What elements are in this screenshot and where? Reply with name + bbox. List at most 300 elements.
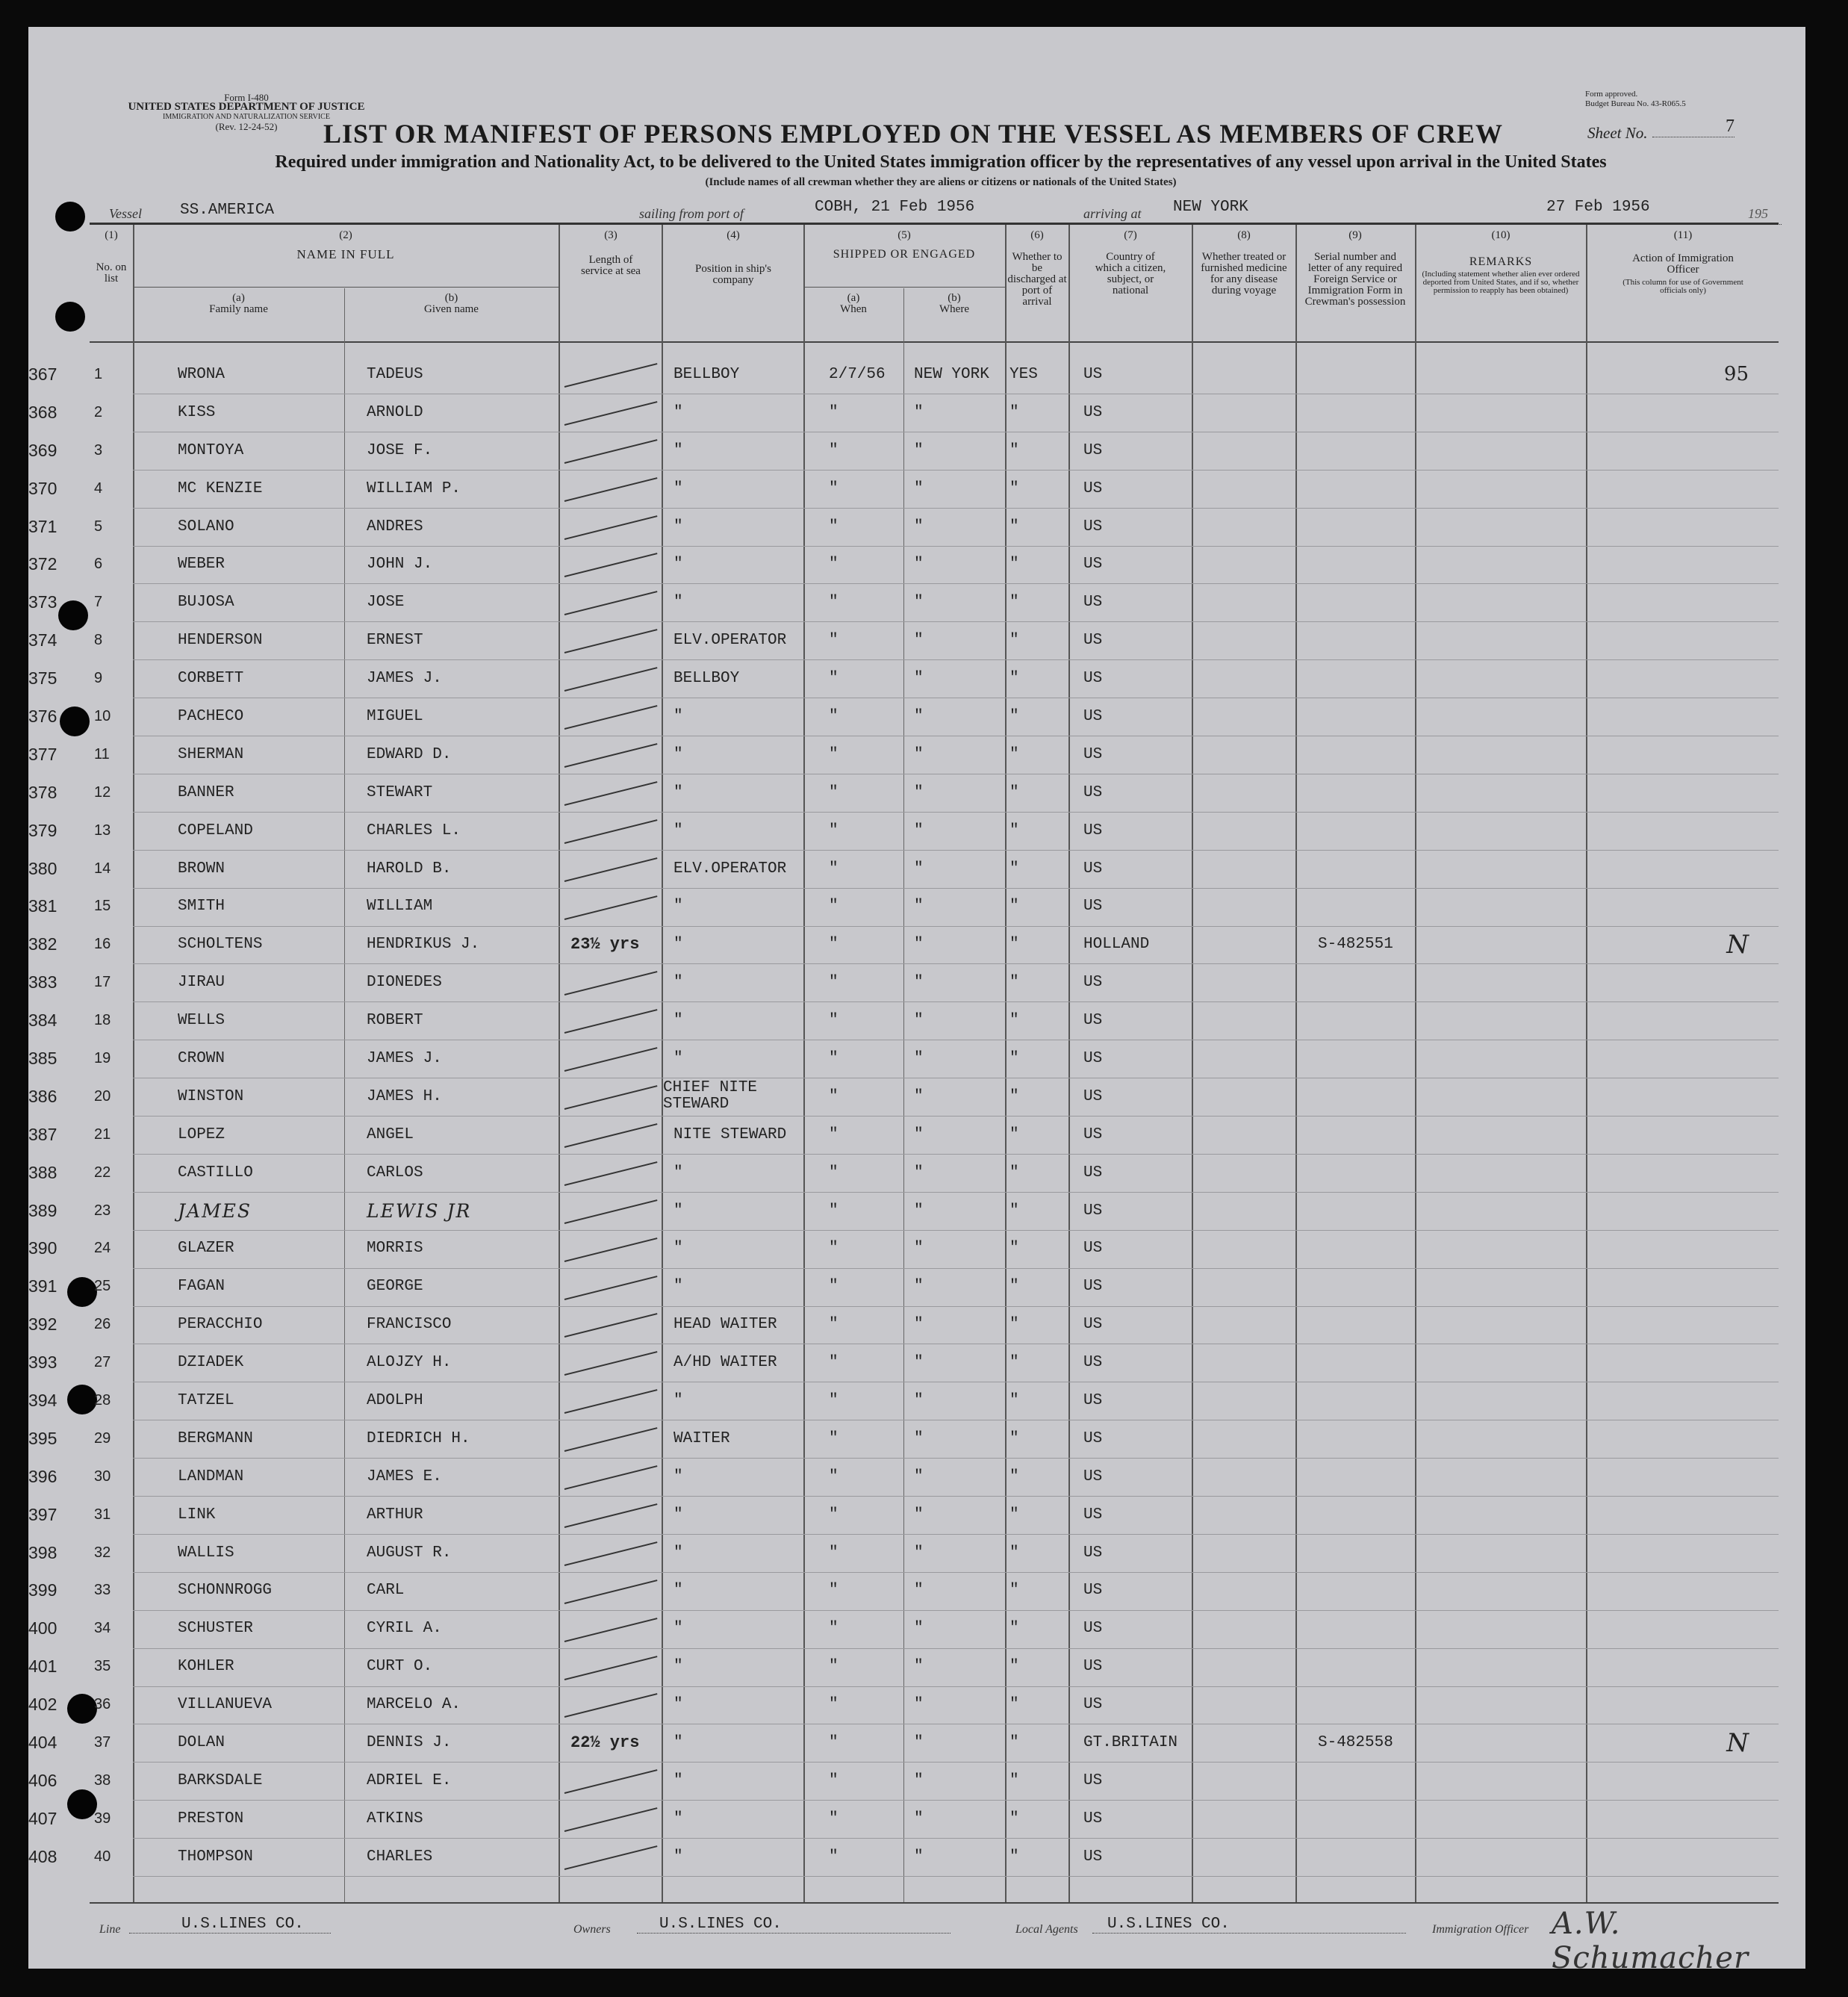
line-number: 40: [94, 1848, 111, 1865]
col2a-label: Family name: [209, 303, 268, 315]
table-row: [28, 812, 1779, 850]
col6-header: [1007, 230, 1068, 308]
line-number: 1: [94, 365, 103, 382]
officer-action: N: [1726, 1727, 1749, 1758]
table-row: [28, 1534, 1779, 1572]
serial-number: [1295, 545, 1415, 583]
remarks: [1415, 1192, 1586, 1230]
shipped-where: NEW YORK: [914, 365, 989, 383]
line-number: 31: [94, 1506, 111, 1523]
col10-label: REMARKS: [1469, 255, 1533, 268]
position: ": [673, 898, 683, 916]
family-name: WALLIS: [178, 1544, 234, 1562]
line-number: 26: [94, 1316, 111, 1333]
list-number: 402: [28, 1695, 57, 1715]
list-number: 373: [28, 592, 57, 612]
year-suffix: 195: [1748, 206, 1768, 221]
col6-label: Whether to be discharged at port of arrival: [1007, 251, 1067, 308]
family-name: WINSTON: [178, 1087, 244, 1105]
row-rule: [133, 1648, 1779, 1649]
serial-number: [1295, 1305, 1415, 1344]
officer-action: [1586, 508, 1779, 546]
col10-header: [1417, 230, 1584, 295]
row-rule: [133, 1610, 1779, 1611]
line-number: 6: [94, 556, 103, 573]
medicine: [1192, 1305, 1295, 1344]
serial-number: [1295, 1762, 1415, 1800]
remarks: [1415, 1267, 1586, 1305]
line-number: 25: [94, 1278, 111, 1295]
table-row: [28, 508, 1779, 546]
serial-number: [1295, 1078, 1415, 1116]
shipped-when: ": [829, 479, 839, 497]
family-name: HENDERSON: [178, 632, 263, 650]
row-rule: [133, 1001, 1779, 1002]
given-name: DENNIS J.: [367, 1734, 452, 1751]
country: US: [1083, 1354, 1103, 1372]
position: ": [673, 1240, 683, 1258]
row-rule: [133, 1838, 1779, 1839]
position: ": [673, 1810, 683, 1827]
shipped-when: ": [829, 1164, 839, 1181]
table-row: [28, 545, 1779, 583]
serial-number: [1295, 1344, 1415, 1382]
serial-number: [1295, 470, 1415, 508]
position: ": [673, 745, 683, 763]
serial-number: [1295, 850, 1415, 888]
given-name: ANGEL: [367, 1125, 414, 1143]
serial-number: [1295, 1838, 1415, 1876]
shipped-when: ": [829, 441, 839, 459]
remarks: [1415, 812, 1586, 850]
list-number: 395: [28, 1428, 57, 1448]
row-rule: [133, 1686, 1779, 1687]
shipped-when: ": [829, 1810, 839, 1827]
discharged: ": [1009, 1658, 1019, 1676]
officer-action: 95: [1723, 363, 1749, 386]
shipped-when: ": [829, 1087, 839, 1105]
budget-bureau: Budget Bureau No. 43-R065.5: [1585, 99, 1686, 108]
country: US: [1083, 1620, 1103, 1638]
officer-action: [1586, 1154, 1779, 1192]
family-name: WEBER: [178, 556, 225, 574]
line-number: 34: [94, 1620, 111, 1637]
vessel-label: Vessel: [109, 206, 142, 221]
country: US: [1083, 1810, 1103, 1827]
list-number: 401: [28, 1656, 57, 1677]
line-number: 11: [94, 745, 110, 763]
shipped-where: ": [914, 1620, 924, 1638]
given-name: ERNEST: [367, 632, 423, 650]
header-bottom-rule: [90, 341, 1779, 343]
remarks: [1415, 1458, 1586, 1496]
remarks: [1415, 355, 1586, 394]
position: ": [673, 403, 683, 421]
position: ": [673, 1771, 683, 1789]
table-row: [28, 1154, 1779, 1192]
position: ": [673, 1278, 683, 1296]
shipped-when: ": [829, 860, 839, 878]
medicine: [1192, 1420, 1295, 1458]
shipped-where: ": [914, 860, 924, 878]
discharged: ": [1009, 1771, 1019, 1789]
country: US: [1083, 1771, 1103, 1789]
shipped-when: ": [829, 594, 839, 612]
medicine: [1192, 1800, 1295, 1838]
medicine: [1192, 1040, 1295, 1078]
position: ": [673, 1506, 683, 1524]
line-number: 3: [94, 441, 103, 459]
position: NITE STEWARD: [673, 1125, 787, 1143]
discharged: ": [1009, 707, 1019, 725]
shipped-where: ": [914, 1125, 924, 1143]
medicine: [1192, 698, 1295, 736]
position: BELLBOY: [673, 670, 740, 688]
table-row: [28, 1800, 1779, 1838]
table-row: [28, 925, 1779, 963]
given-name: MARCELO A.: [367, 1696, 461, 1714]
row-rule: [133, 1800, 1779, 1801]
remarks: [1415, 1229, 1586, 1267]
row-rule: [133, 1534, 1779, 1535]
punch-hole: [55, 302, 85, 332]
shipped-when: ": [829, 1620, 839, 1638]
line-number: 33: [94, 1582, 111, 1599]
country: US: [1083, 632, 1103, 650]
medicine: [1192, 1229, 1295, 1267]
remarks: [1415, 470, 1586, 508]
medicine: [1192, 1382, 1295, 1420]
discharged: ": [1009, 518, 1019, 535]
position: ": [673, 1202, 683, 1220]
serial-number: [1295, 1154, 1415, 1192]
shipped-when: ": [829, 1202, 839, 1220]
remarks: [1415, 583, 1586, 621]
position: ": [673, 1582, 683, 1600]
col5b-num: (b): [948, 292, 961, 304]
col11-label: Action of Immigration Officer: [1632, 252, 1734, 276]
col5-num: (5): [897, 229, 911, 241]
list-number: 369: [28, 440, 57, 460]
family-name: SMITH: [178, 898, 225, 916]
officer-action: [1586, 1686, 1779, 1724]
family-name: JAMES: [178, 1199, 252, 1222]
shipped-when: ": [829, 1848, 839, 1866]
country: US: [1083, 860, 1103, 878]
table-row: [28, 1572, 1779, 1610]
line-number: 22: [94, 1164, 111, 1181]
remarks: [1415, 850, 1586, 888]
officer-action: [1586, 1040, 1779, 1078]
family-name: COPELAND: [178, 822, 253, 839]
given-name: ARNOLD: [367, 403, 423, 421]
serial-number: [1295, 887, 1415, 925]
position: ": [673, 707, 683, 725]
shipped-when: ": [829, 1658, 839, 1676]
family-name: GLAZER: [178, 1240, 234, 1258]
list-number: 390: [28, 1238, 57, 1258]
line-number: 13: [94, 822, 111, 839]
table-row: [28, 1647, 1779, 1686]
shipped-where: ": [914, 1278, 924, 1296]
family-name: SHERMAN: [178, 745, 244, 763]
position: ": [673, 1848, 683, 1866]
table-top-rule: [90, 223, 1779, 225]
officer-action: [1586, 432, 1779, 470]
shipped-when: ": [829, 1429, 839, 1447]
position: ": [673, 1049, 683, 1067]
discharged: ": [1009, 745, 1019, 763]
serial-number: [1295, 1192, 1415, 1230]
position: ELV.OPERATOR: [673, 860, 787, 878]
line-number: 36: [94, 1696, 111, 1713]
officer-action: [1586, 1800, 1779, 1838]
discharged: ": [1009, 1810, 1019, 1827]
given-name: DIEDRICH H.: [367, 1429, 470, 1447]
row-rule: [133, 546, 1779, 547]
row-rule: [133, 659, 1779, 660]
family-name: BANNER: [178, 783, 234, 801]
shipped-when: ": [829, 707, 839, 725]
shipped-where: ": [914, 1391, 924, 1409]
officer-action: [1586, 1458, 1779, 1496]
sailing-port: COBH, 21 Feb 1956: [815, 199, 975, 216]
family-name: LANDMAN: [178, 1468, 244, 1485]
family-name: SCHOLTENS: [178, 936, 263, 954]
country: US: [1083, 1848, 1103, 1866]
medicine: [1192, 1116, 1295, 1154]
remarks: [1415, 698, 1586, 736]
position: ": [673, 1012, 683, 1030]
officer-action: [1586, 394, 1779, 432]
col6-num: (6): [1030, 229, 1044, 241]
approval: Form approved.: [1585, 90, 1638, 99]
officer-action: [1586, 1192, 1779, 1230]
row-rule: [133, 1192, 1779, 1193]
family-name: PRESTON: [178, 1810, 244, 1827]
table-row: [28, 1001, 1779, 1040]
given-name: AUGUST R.: [367, 1544, 452, 1562]
medicine: [1192, 963, 1295, 1001]
country: US: [1083, 1658, 1103, 1676]
col5b-header: [903, 293, 1005, 315]
given-name: JOHN J.: [367, 556, 433, 574]
shipped-where: ": [914, 556, 924, 574]
given-name: JOSE F.: [367, 441, 433, 459]
shipped-when: ": [829, 1771, 839, 1789]
row-rule: [133, 621, 1779, 622]
table-row: [28, 736, 1779, 774]
country: US: [1083, 1468, 1103, 1485]
line-number: 18: [94, 1012, 111, 1029]
table-bottom-rule: [90, 1902, 1779, 1904]
table-row: [28, 1116, 1779, 1154]
officer-action: [1586, 736, 1779, 774]
remarks: [1415, 1040, 1586, 1078]
col9-label: Serial number and letter of any required Foreign Service or Immigration Form in Crewman's possession: [1304, 251, 1406, 308]
sheet-label: Sheet No.: [1587, 124, 1648, 142]
col1-label: No. on list: [96, 261, 127, 285]
remarks: [1415, 736, 1586, 774]
given-name: ROBERT: [367, 1012, 423, 1030]
table-row: [28, 1686, 1779, 1724]
list-number: 408: [28, 1846, 57, 1866]
officer-action: [1586, 659, 1779, 698]
shipped-where: ": [914, 1354, 924, 1372]
line-number: 2: [94, 403, 103, 420]
officer-action: [1586, 1609, 1779, 1647]
remarks: [1415, 1078, 1586, 1116]
line-label: Line: [99, 1923, 121, 1936]
shipped-where: ": [914, 1544, 924, 1562]
position: A/HD WAITER: [673, 1354, 777, 1372]
family-name: SOLANO: [178, 518, 234, 535]
shipped-where: ": [914, 1734, 924, 1751]
country: US: [1083, 441, 1103, 459]
row-rule: [133, 508, 1779, 509]
sheet-number: 7: [1652, 117, 1735, 137]
remarks: [1415, 432, 1586, 470]
col5a-label: When: [840, 303, 867, 315]
service: IMMIGRATION AND NATURALIZATION SERVICE: [163, 113, 330, 121]
col4-header: [665, 230, 802, 286]
table-row: [28, 887, 1779, 925]
officer-action: [1586, 1305, 1779, 1344]
family-name: DZIADEK: [178, 1354, 244, 1372]
country: US: [1083, 365, 1103, 383]
discharged: ": [1009, 556, 1019, 574]
medicine: [1192, 1724, 1295, 1762]
shipped-when: 2/7/56: [829, 365, 886, 383]
medicine: [1192, 887, 1295, 925]
discharged: ": [1009, 403, 1019, 421]
shipped-where: ": [914, 1582, 924, 1600]
list-number: 397: [28, 1504, 57, 1524]
country: US: [1083, 556, 1103, 574]
discharged: ": [1009, 860, 1019, 878]
family-name: BARKSDALE: [178, 1771, 263, 1789]
country: US: [1083, 1012, 1103, 1030]
officer-action: [1586, 1229, 1779, 1267]
table-row: [28, 1229, 1779, 1267]
country: US: [1083, 1164, 1103, 1181]
given-name: JAMES J.: [367, 670, 442, 688]
form-number: Form I-480: [224, 92, 269, 103]
given-name: EDWARD D.: [367, 745, 452, 763]
serial-number: [1295, 1572, 1415, 1610]
line-number: 16: [94, 936, 111, 953]
discharged: ": [1009, 898, 1019, 916]
col8-header: [1193, 230, 1295, 296]
country: US: [1083, 518, 1103, 535]
shipped-when: ": [829, 403, 839, 421]
line-number: 35: [94, 1658, 111, 1675]
given-name: WILLIAM P.: [367, 479, 461, 497]
list-number: 382: [28, 934, 57, 954]
line-number: 23: [94, 1202, 111, 1219]
remarks: [1415, 545, 1586, 583]
row-rule: [133, 583, 1779, 584]
line-number: 30: [94, 1468, 111, 1485]
row-rule: [133, 812, 1779, 813]
col11-num: (11): [1673, 229, 1693, 241]
serial-number: [1295, 1267, 1415, 1305]
shipped-where: ": [914, 1848, 924, 1866]
discharged: ": [1009, 1278, 1019, 1296]
table-row: [28, 621, 1779, 659]
table-row: [28, 1192, 1779, 1230]
given-name: ANDRES: [367, 518, 423, 535]
line-number: 7: [94, 594, 103, 611]
shipped-when: ": [829, 556, 839, 574]
officer-action: [1586, 621, 1779, 659]
table-row: [28, 432, 1779, 470]
medicine: [1192, 925, 1295, 963]
medicine: [1192, 1686, 1295, 1724]
position: ": [673, 1734, 683, 1751]
country: US: [1083, 1544, 1103, 1562]
country: US: [1083, 707, 1103, 725]
shipped-where: ": [914, 1771, 924, 1789]
table-row: [28, 394, 1779, 432]
manifest-sheet: [28, 27, 1805, 1975]
table-row: [28, 698, 1779, 736]
given-name: LEWIS JR: [367, 1199, 472, 1222]
remarks: [1415, 1800, 1586, 1838]
medicine: [1192, 774, 1295, 812]
given-name: CHARLES L.: [367, 822, 461, 839]
shipped-when: ": [829, 1278, 839, 1296]
owners-label: Owners: [573, 1923, 611, 1936]
col3-header: [562, 230, 659, 277]
shipped-where: ": [914, 1658, 924, 1676]
table-row: [28, 1609, 1779, 1647]
given-name: HENDRIKUS J.: [367, 936, 480, 954]
row-rule: [133, 963, 1779, 964]
given-name: ARTHUR: [367, 1506, 423, 1524]
col7-label: Country of which a citizen, subject, or national: [1095, 251, 1166, 296]
list-number: 367: [28, 364, 57, 384]
discharged: ": [1009, 1087, 1019, 1105]
discharged: ": [1009, 783, 1019, 801]
remarks: [1415, 1609, 1586, 1647]
officer-signature: A.W. Schumacher: [1552, 1907, 1749, 1975]
discharged: ": [1009, 1734, 1019, 1751]
list-number: 380: [28, 858, 57, 878]
position: ": [673, 441, 683, 459]
medicine: [1192, 1496, 1295, 1534]
position: ": [673, 1620, 683, 1638]
country: US: [1083, 1125, 1103, 1143]
list-number: 385: [28, 1048, 57, 1068]
given-name: DIONEDES: [367, 974, 442, 992]
given-name: CARL: [367, 1582, 405, 1600]
family-name: JIRAU: [178, 974, 225, 992]
list-number: 388: [28, 1162, 57, 1182]
officer-action: [1586, 1267, 1779, 1305]
officer-action: [1586, 963, 1779, 1001]
officer-action: [1586, 1647, 1779, 1686]
col2b-header: [344, 293, 559, 315]
col3-num: (3): [604, 229, 617, 241]
position: ": [673, 1696, 683, 1714]
shipped-when: ": [829, 632, 839, 650]
shipped-where: ": [914, 783, 924, 801]
discharged: ": [1009, 1240, 1019, 1258]
remarks: [1415, 774, 1586, 812]
country: US: [1083, 1429, 1103, 1447]
col2-num: (2): [339, 229, 352, 241]
